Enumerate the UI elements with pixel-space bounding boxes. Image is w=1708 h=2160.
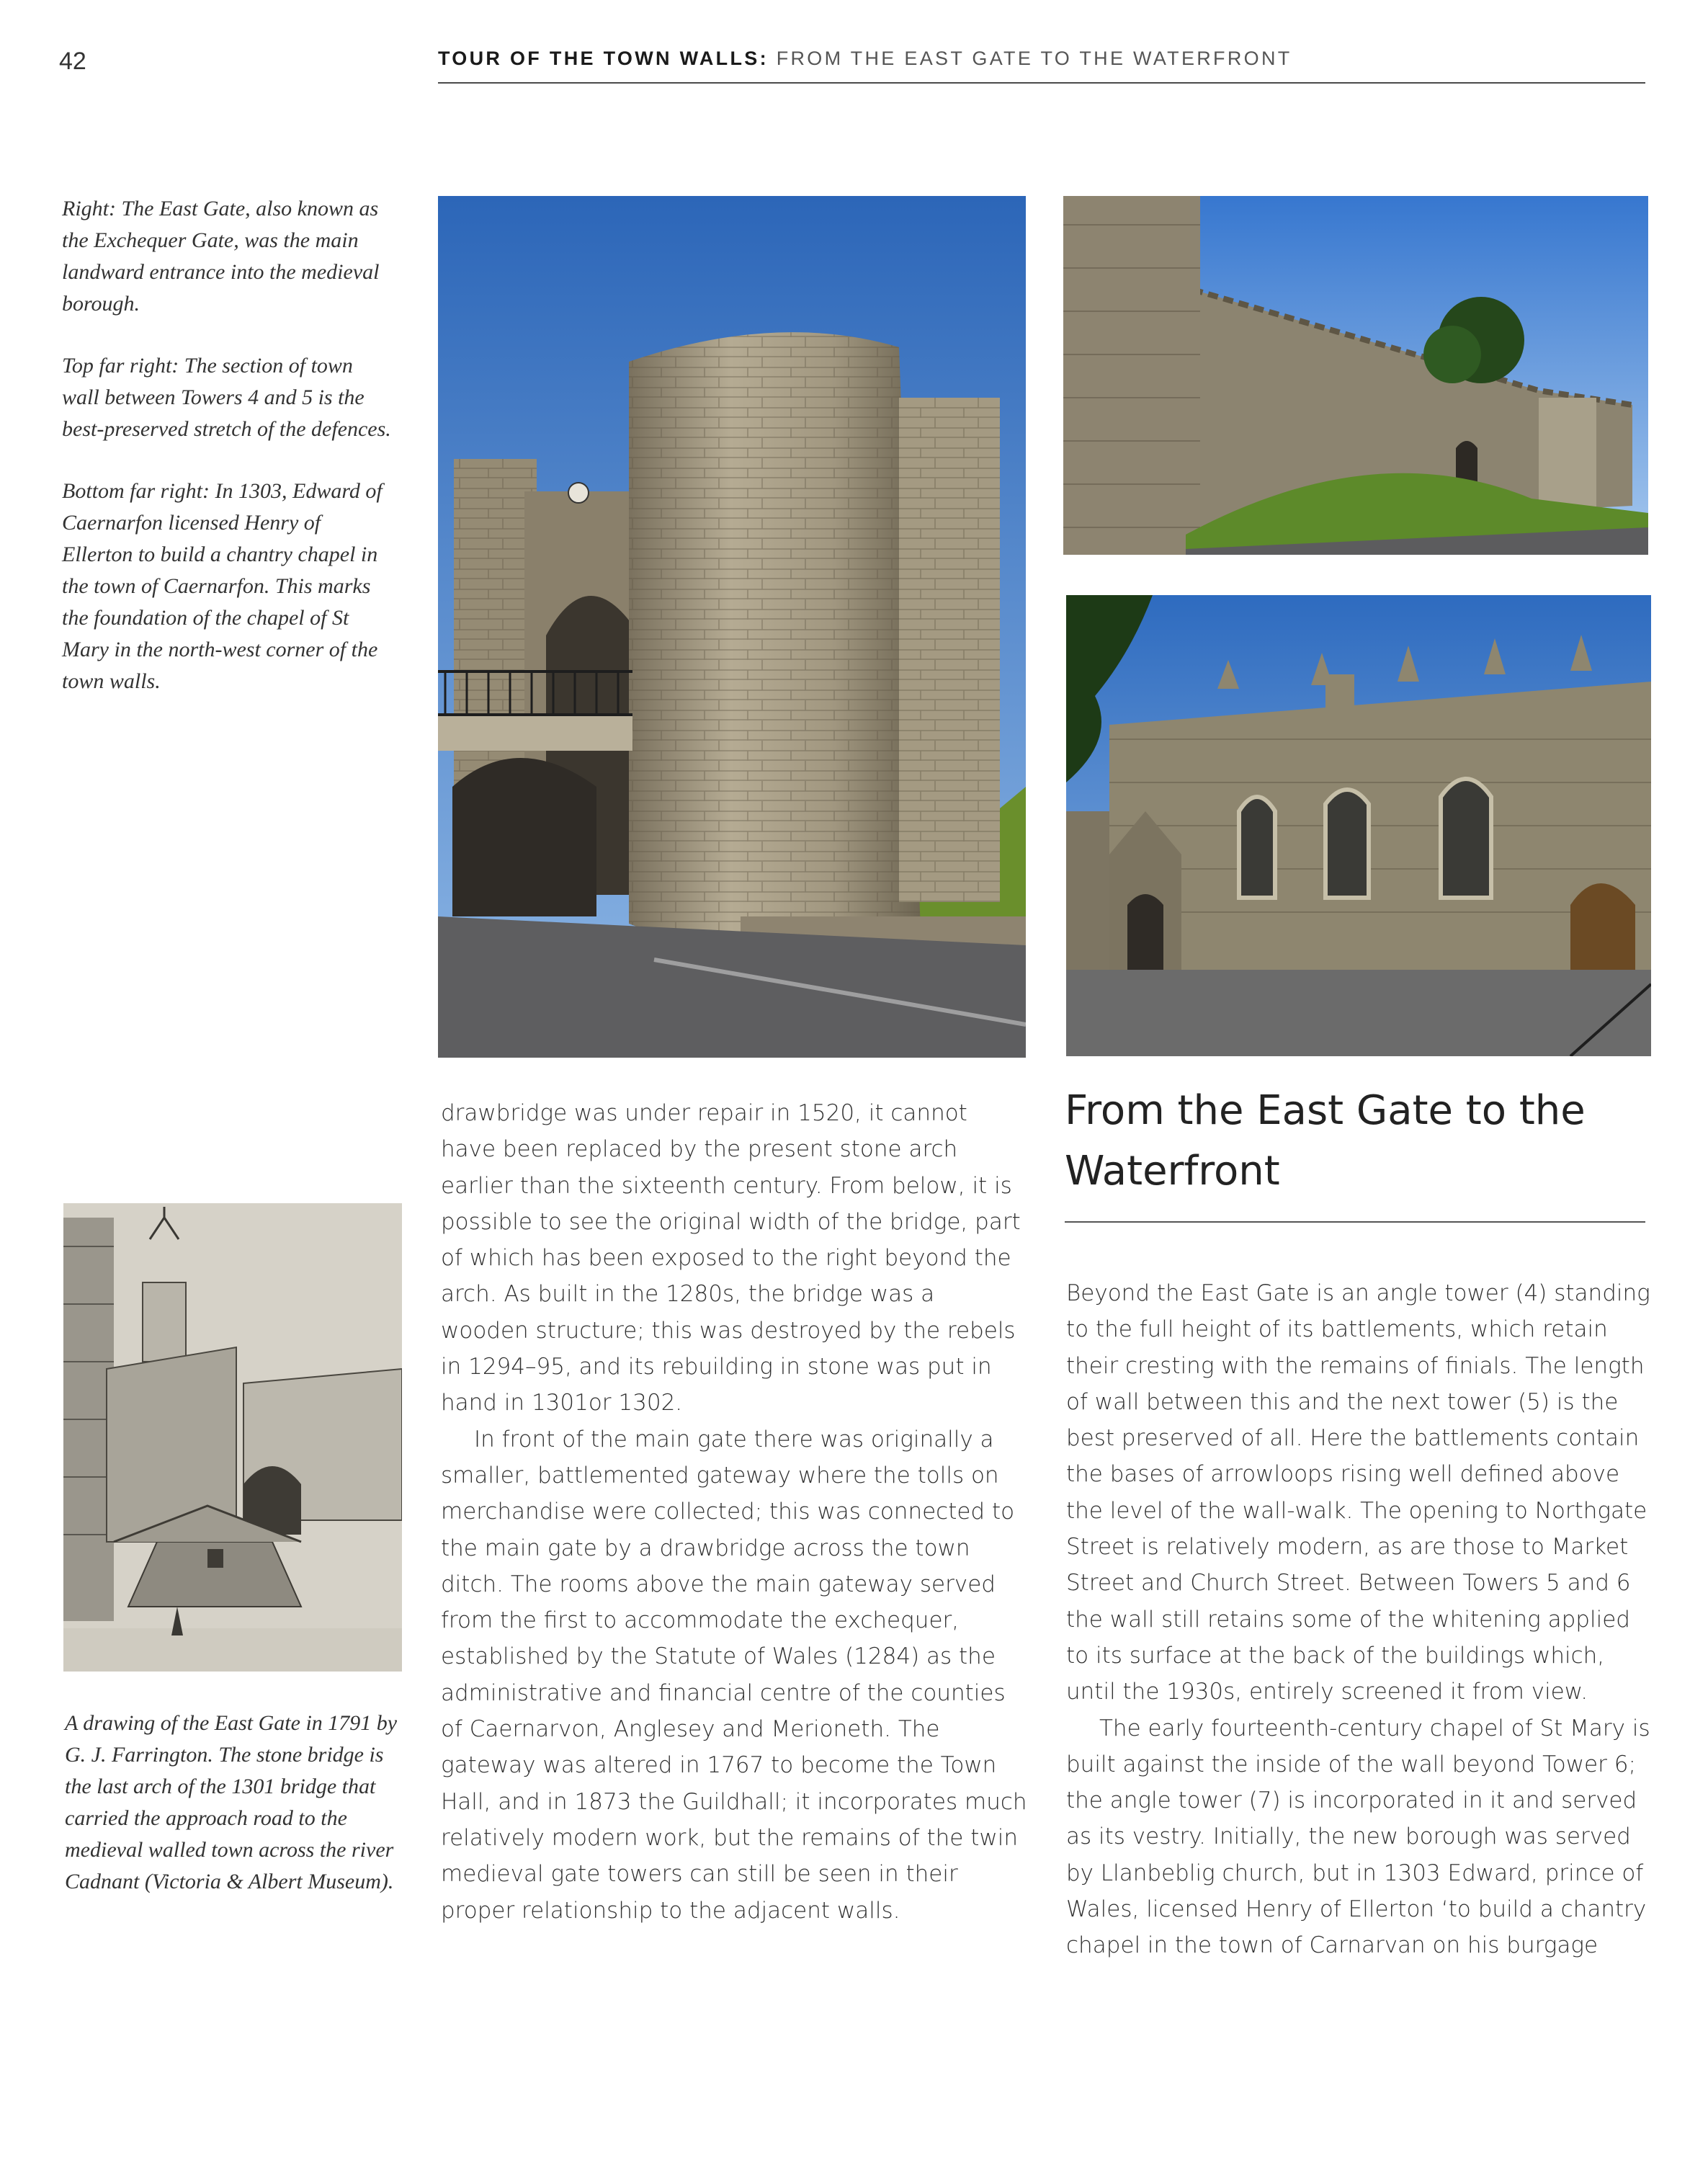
chapel-image [1066, 595, 1651, 1056]
running-head-section: TOUR OF THE TOWN WALLS: [438, 48, 769, 69]
paragraph-main-gate: In front of the main gate there was originally a smaller, battlemented gateway where the tolls on merchandise were collected; this was connected to the main gate by a drawbridge across the town ditch. The rooms above the main gateway served from the first to accommodate the exchequer, established by the Statute of Wales (1284) as the administrative and financial centre of the counties of Caernarvon, Anglesey and Merioneth. The gateway was altered in 1767 to become the Town Hall, and in 1873 the Guildhall; it incorporates much relatively modern work, but the remains of the twin medieval gate towers can still be seen in their proper relationship to the adjacent walls. [441, 1426, 1027, 1924]
header-rule [438, 82, 1645, 84]
caption-drawing: A drawing of the East Gate in 1791 by G. J. Farrington. The stone bridge is the last arch of the 1301 bridge that carried the approach road to the medieval walled town across the river Cadnant (Victoria & Albert Museum). [65, 1711, 398, 1893]
running-head-subsection: FROM THE EAST GATE TO THE WATERFRONT [776, 48, 1292, 69]
paragraph-bridge: drawbridge was under repair in 1520, it cannot have been replaced by the present stone arch earlier than the sixteenth century. From below, it is possible to see the original width of the bridge, part of which has been exposed to the right beyond the arch. As built in the 1280s, the bridge was a wooden structure; this was destroyed by the rebels in 1294–95, and its rebuilding in stone was put in hand in 1301or 1302. [441, 1100, 1021, 1416]
town-wall-photo [1063, 196, 1648, 555]
caption-town-wall: Top far right: The section of town wall between Towers 4 and 5 is the best-preserved stretch of the defences. [62, 354, 391, 441]
east-gate-photo [438, 196, 1026, 1058]
chapel-photo [1066, 595, 1651, 1056]
paragraph-angle-tower: Beyond the East Gate is an angle tower (4) standing to the full height of its battlements, which retain their cresting with the remains of finials. The length of wall between this and the next tower (5) is the best preserved of all. Here the battlements contain the bases of arrowloops rising well defined above the level of the wall-walk. The opening to Northgate Street is relatively modern, as are those to Market Street and Church Street. Between Towers 5 and 6 the wall still retains some of the whitening applied to its surface at the back of the buildings which, until the 1930s, entirely screened it from view. [1066, 1280, 1650, 1705]
east-gate-drawing-image [63, 1203, 402, 1672]
section-heading: From the East Gate to the Waterfront [1065, 1087, 1586, 1195]
photo-captions [62, 193, 393, 728]
caption-east-gate: Right: The East Gate, also known as the Exchequer Gate, was the main landward entrance into the medieval borough. [62, 197, 380, 316]
east-gate-image [438, 196, 1026, 1058]
east-gate-drawing [63, 1203, 402, 1672]
town-wall-image [1063, 196, 1648, 555]
running-head [438, 48, 1292, 70]
paragraph-chapel: The early fourteenth-century chapel of St Mary is built against the inside of the wall beyond Tower 6; the angle tower (7) is incorporated in it and served as its vestry. Initially, the new borough was served by Llanbeblig church, but in 1303 Edward, prince of Wales, licensed Henry of Ellerton ‘to build a chantry chapel in the town of Carnarvan on his burgage [1066, 1715, 1650, 1959]
right-column-text [1066, 1275, 1651, 1964]
middle-column-text [441, 1095, 1029, 1929]
page-number: 42 [59, 48, 86, 75]
section-heading-rule [1065, 1221, 1645, 1223]
caption-chapel: Bottom far right: In 1303, Edward of Caernarfon licensed Henry of Ellerton to build a chantry chapel in the town of Caernarfon. This marks the foundation of the chapel of St Mary in the north-west corner of the town walls. [62, 479, 383, 693]
